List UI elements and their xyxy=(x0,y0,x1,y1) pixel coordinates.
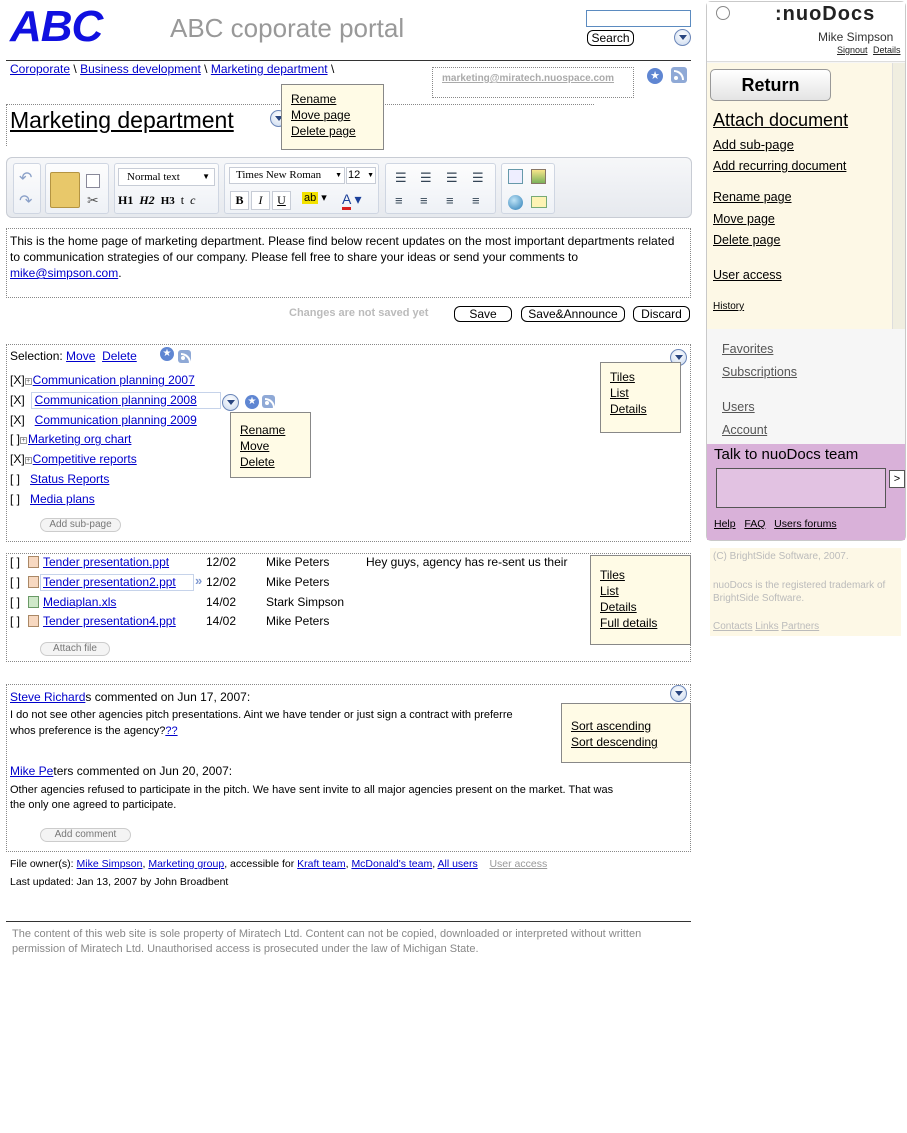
style-select[interactable] xyxy=(118,168,215,186)
subpage-checkbox[interactable]: [ ] xyxy=(10,491,21,506)
subpage-row xyxy=(10,413,197,427)
file-expand-icon[interactable]: » xyxy=(195,573,203,588)
selection-label: Selection: xyxy=(10,349,63,363)
undo-icon[interactable]: ↶ xyxy=(19,170,33,187)
file-date: 12/02 xyxy=(206,574,237,589)
sidebar-scroll-track[interactable] xyxy=(892,63,905,329)
comment-1-text-line2 xyxy=(10,725,178,737)
comment-2-author[interactable]: Mike Pe xyxy=(10,764,54,778)
size-select-value: 12 xyxy=(348,169,361,181)
comment-2-text-line2: the only one agreed to participate. xyxy=(10,799,177,811)
search-button[interactable]: Search xyxy=(587,30,634,46)
footer-divider xyxy=(6,921,691,922)
trademark-text: nuoDocs is the registered trademark of BrightSide Software. xyxy=(713,580,886,604)
file-type-icon xyxy=(28,595,41,609)
file-name-link[interactable]: Tender presentation.ppt xyxy=(43,555,170,569)
text-button[interactable]: t xyxy=(180,193,185,207)
justify-icon[interactable]: ≡ xyxy=(472,193,480,208)
file-owners: File owner(s): Mike Simpson, Marketing group, accessible for Kraft team, McDonald's team, All users User access xyxy=(10,858,548,870)
comment-1-author[interactable]: Steve Richard xyxy=(10,690,86,704)
user-name: Mike Simpson xyxy=(818,30,894,44)
file-author: Stark Simpson xyxy=(266,594,345,609)
align-center-icon[interactable]: ≡ xyxy=(420,193,428,208)
comment-1-header xyxy=(10,690,250,704)
subpage-menu-icon[interactable] xyxy=(222,394,239,411)
paste-icon[interactable] xyxy=(50,172,80,208)
add-comment-button[interactable]: Add comment xyxy=(40,828,131,842)
subpage-link[interactable]: Communication planning 2007 xyxy=(32,373,195,387)
save-announce-button[interactable]: Save&Announce xyxy=(521,306,625,322)
subpage-checkbox[interactable]: [ ] xyxy=(10,472,21,486)
view-menu-details[interactable]: Details xyxy=(610,402,647,416)
file-author: Mike Peters xyxy=(266,614,330,629)
font-select-value: Times New Roman xyxy=(236,169,322,181)
last-updated: Last updated: Jan 13, 2007 by John Broadbent xyxy=(10,876,229,888)
details-link[interactable]: Details xyxy=(873,45,901,55)
portal-title: ABC coporate portal xyxy=(170,13,405,43)
chevron-down-icon: ▼ xyxy=(202,172,210,181)
selection-move-link[interactable]: Move xyxy=(66,349,96,363)
file-checkbox[interactable]: [ ] xyxy=(10,555,21,569)
attach-file-button[interactable]: Attach file xyxy=(40,642,110,656)
code-button[interactable]: c xyxy=(190,193,196,207)
attach-document-link[interactable]: Attach document xyxy=(713,110,849,130)
chevron-down-icon: ▼ xyxy=(367,172,374,179)
history-link[interactable]: History xyxy=(713,301,745,312)
owners-label: File owner(s): xyxy=(10,858,74,870)
files-view-full-details[interactable]: Full details xyxy=(600,616,658,630)
subpages-view-menu xyxy=(600,362,681,433)
page-email[interactable]: marketing@miratech.nuospace.com xyxy=(442,73,615,84)
subpage-star-icon[interactable]: ★ xyxy=(245,395,259,409)
owner-marketing-group[interactable]: Marketing group xyxy=(148,858,225,870)
item-menu-delete[interactable]: Delete xyxy=(240,455,275,469)
ppt-file-icon xyxy=(28,576,39,588)
links-link[interactable]: Links xyxy=(755,621,779,632)
outdent-icon[interactable]: ☰ xyxy=(446,170,458,185)
cut-icon[interactable]: ✂ xyxy=(87,192,99,208)
editor-text xyxy=(10,233,682,281)
favorite-star-icon[interactable]: ★ xyxy=(647,68,663,84)
file-type-icon xyxy=(28,614,41,628)
menu-delete-page[interactable]: Delete page xyxy=(291,124,356,138)
underline-button[interactable]: U xyxy=(272,191,291,210)
subpage-row xyxy=(10,432,131,446)
rss-feed-icon[interactable] xyxy=(671,67,687,83)
contacts-link[interactable]: Contacts xyxy=(713,621,753,632)
add-recurring-link[interactable]: Add recurring document xyxy=(713,159,847,173)
breadcrumb-separator: \ xyxy=(330,62,335,76)
talk-title: Talk to nuoDocs team xyxy=(714,446,859,463)
selection-delete-link[interactable]: Delete xyxy=(102,349,137,363)
subpage-row xyxy=(10,472,109,486)
image-icon[interactable] xyxy=(531,169,546,184)
subpage-checkbox[interactable]: [ ] xyxy=(10,432,21,447)
comment-1-link[interactable]: ?? xyxy=(165,725,178,737)
nuodocs-logo: :nuoDocs xyxy=(775,3,876,25)
file-date: 12/02 xyxy=(206,555,237,569)
user-access-link[interactable]: User access xyxy=(713,268,782,282)
heading-buttons xyxy=(118,193,195,208)
h1-button[interactable]: H1 xyxy=(118,193,134,207)
users-link[interactable]: Users xyxy=(722,400,755,414)
file-name-link[interactable]: Tender presentation4.ppt xyxy=(43,614,176,629)
comments-sort-menu xyxy=(561,703,691,763)
align-right-icon[interactable]: ≡ xyxy=(446,193,454,208)
expand-plus-icon[interactable]: + xyxy=(26,378,31,385)
files-view-details[interactable]: Details xyxy=(600,600,637,614)
account-link[interactable]: Account xyxy=(722,423,768,437)
faq-link[interactable]: FAQ xyxy=(744,518,766,530)
h3-button[interactable]: H3 xyxy=(160,195,175,207)
subpage-row xyxy=(10,492,95,506)
edit-icon[interactable] xyxy=(508,169,523,184)
numbered-list-icon[interactable]: ☰ xyxy=(395,170,407,185)
ppt-file-icon xyxy=(28,615,39,627)
align-left-icon[interactable]: ≡ xyxy=(395,193,403,208)
owners-accessible: , accessible for xyxy=(224,858,295,870)
subpage-checkbox[interactable]: [X] xyxy=(10,392,25,407)
view-menu-list[interactable]: List xyxy=(610,386,629,400)
access-all-users[interactable]: All users xyxy=(437,858,478,870)
file-date: 14/02 xyxy=(206,614,237,629)
files-view-tiles[interactable]: Tiles xyxy=(600,568,625,582)
comment-2-header xyxy=(10,764,232,778)
file-selected-outline xyxy=(40,574,194,591)
abc-logo[interactable]: ABC xyxy=(10,2,103,51)
breadcrumb xyxy=(10,62,334,76)
search-options-icon[interactable] xyxy=(674,29,691,46)
font-color-icon[interactable]: A ▾ xyxy=(342,191,374,210)
save-button[interactable]: Save xyxy=(454,306,512,322)
header-divider xyxy=(6,60,691,61)
file-date: 14/02 xyxy=(206,594,237,609)
files-view-menu xyxy=(590,555,691,645)
subpage-checkbox[interactable]: [X] xyxy=(10,452,25,467)
move-page-link[interactable]: Move page xyxy=(713,212,775,226)
expand-plus-icon[interactable]: + xyxy=(21,437,26,445)
owners-user-access-link[interactable]: User access xyxy=(489,858,548,870)
file-author: Mike Peters xyxy=(266,555,330,569)
menu-rename[interactable]: Rename xyxy=(291,92,337,106)
email-icon[interactable] xyxy=(531,196,547,208)
subpage-link[interactable]: Marketing org chart xyxy=(28,432,132,447)
file-checkbox[interactable]: [ ] xyxy=(10,614,21,629)
editor-body: This is the home page of marketing department. Please find below recent updates on the most important departments related to communication strategies of our company. Please fell free to share your ideas or send your comments to xyxy=(10,234,675,264)
sidebar-footer-links xyxy=(713,621,819,632)
expand-plus-icon[interactable]: + xyxy=(26,457,31,465)
file-author: Mike Peters xyxy=(266,574,330,589)
rename-page-link[interactable]: Rename page xyxy=(713,190,792,204)
discard-button[interactable]: Discard xyxy=(633,306,690,322)
page-title-menu xyxy=(281,84,384,150)
subpage-link[interactable]: Communication planning 2009 xyxy=(34,412,197,427)
editor-period: . xyxy=(118,266,122,280)
chevron-down-icon: ▼ xyxy=(335,171,342,179)
breadcrumb-separator: \ xyxy=(204,62,208,76)
menu-move-page[interactable]: Move page xyxy=(291,108,351,122)
sort-ascending[interactable]: Sort ascending xyxy=(571,719,652,733)
item-menu-rename[interactable]: Rename xyxy=(240,423,286,437)
font-select[interactable] xyxy=(229,167,345,184)
editor-email-link[interactable]: mike@simpson.com xyxy=(10,266,119,280)
search-input[interactable] xyxy=(586,10,691,27)
copyright-text: (C) BrightSide Software, 2007. xyxy=(713,551,849,562)
breadcrumb-item-business[interactable]: Business development xyxy=(80,62,201,76)
partners-link[interactable]: Partners xyxy=(781,621,820,632)
add-subpage-link[interactable]: Add sub-page xyxy=(713,137,794,152)
selection-star-icon[interactable]: ★ xyxy=(160,347,174,361)
file-comment: Hey guys, agency has re-sent us their xyxy=(366,555,568,569)
file-checkbox[interactable]: [ ] xyxy=(10,574,21,589)
size-select[interactable] xyxy=(346,167,376,184)
comment-2-text: Other agencies refused to participate in the pitch. We have sent invite to all major agencies present on the market. That was xyxy=(10,784,614,796)
redo-icon[interactable]: ↷ xyxy=(19,193,33,210)
selection-rss-icon[interactable] xyxy=(178,350,191,363)
access-kraft-team[interactable]: Kraft team xyxy=(297,858,346,870)
link-globe-icon[interactable] xyxy=(508,195,523,210)
sort-descending[interactable]: Sort descending xyxy=(571,735,658,749)
breadcrumb-item-corporate[interactable]: Coroporate xyxy=(10,62,71,76)
subpage-row xyxy=(10,452,137,466)
access-mcdonalds-team[interactable]: McDonald's team xyxy=(351,858,433,870)
subpage-checkbox[interactable]: [X] xyxy=(10,412,25,427)
bullet-list-icon[interactable]: ☰ xyxy=(420,170,432,185)
talk-message-input[interactable] xyxy=(716,468,886,508)
comment-1-text: I do not see other agencies pitch presentations. Aint we have tender or just sign a contract with preferre xyxy=(10,709,513,721)
comment-1-text2: whos preference is the agency? xyxy=(10,725,166,737)
subscriptions-link[interactable]: Subscriptions xyxy=(722,365,798,379)
sign-out-link[interactable]: Signout xyxy=(837,45,868,55)
comment-1-meta: s commented on Jun 17, 2007: xyxy=(85,690,251,704)
subpage-link[interactable]: Media plans xyxy=(30,491,95,506)
page-title: Marketing department xyxy=(10,107,234,133)
clock-icon xyxy=(716,6,730,20)
style-select-value: Normal text xyxy=(127,171,180,183)
delete-page-link[interactable]: Delete page xyxy=(713,233,781,247)
subpage-link[interactable]: Communication planning 2008 xyxy=(34,392,197,407)
talk-send-button[interactable]: > xyxy=(889,470,905,488)
h2-button[interactable]: H2 xyxy=(139,193,155,207)
talk-links xyxy=(714,518,837,530)
xls-file-icon xyxy=(28,596,39,608)
subpage-rss-icon[interactable] xyxy=(262,395,275,408)
subpage-item-menu xyxy=(230,412,311,478)
italic-button[interactable]: I xyxy=(251,191,270,210)
favorites-link[interactable]: Favorites xyxy=(722,342,774,356)
breadcrumb-item-marketing[interactable]: Marketing department xyxy=(210,62,328,76)
comments-sort-icon[interactable] xyxy=(670,685,687,702)
owner-mike-simpson[interactable]: Mike Simpson xyxy=(76,858,143,870)
footer-text: The content of this web site is sole property of Miratech Ltd. Content can not be copied, downloaded or interpreted without written permission of Miratech Ltd. Unauthorised access is prosecuted under the law of Michigan State. xyxy=(12,928,642,955)
subpage-checkbox[interactable]: [X] xyxy=(10,373,25,387)
file-name-link[interactable]: Mediaplan.xls xyxy=(43,594,117,609)
file-name-link[interactable]: Tender presentation2.ppt xyxy=(43,574,176,589)
bold-button[interactable]: B xyxy=(230,191,249,210)
highlight-icon[interactable]: ab ▾ xyxy=(304,192,327,204)
file-checkbox[interactable]: [ ] xyxy=(10,594,21,609)
item-menu-move[interactable]: Move xyxy=(240,439,270,453)
subpage-link[interactable]: Status Reports xyxy=(30,472,110,486)
file-type-icon xyxy=(28,555,41,569)
return-button[interactable]: Return xyxy=(710,69,831,101)
subpage-link[interactable]: Competitive reports xyxy=(32,452,137,467)
view-menu-tiles[interactable]: Tiles xyxy=(610,370,635,384)
selection-bar xyxy=(10,349,137,363)
files-view-list[interactable]: List xyxy=(600,584,619,598)
ppt-file-icon xyxy=(28,556,39,568)
subpage-row xyxy=(10,373,195,387)
comment-2-meta: ters commented on Jun 20, 2007: xyxy=(53,764,233,778)
indent-icon[interactable]: ☰ xyxy=(472,170,484,185)
forums-link[interactable]: Users forums xyxy=(774,518,837,530)
copy-icon[interactable] xyxy=(86,174,100,188)
unsaved-status: Changes are not saved yet xyxy=(289,307,429,319)
help-link[interactable]: Help xyxy=(714,518,736,530)
subpage-selected-outline xyxy=(31,392,221,409)
add-subpage-button[interactable]: Add sub-page xyxy=(40,518,121,532)
breadcrumb-separator: \ xyxy=(73,62,77,76)
